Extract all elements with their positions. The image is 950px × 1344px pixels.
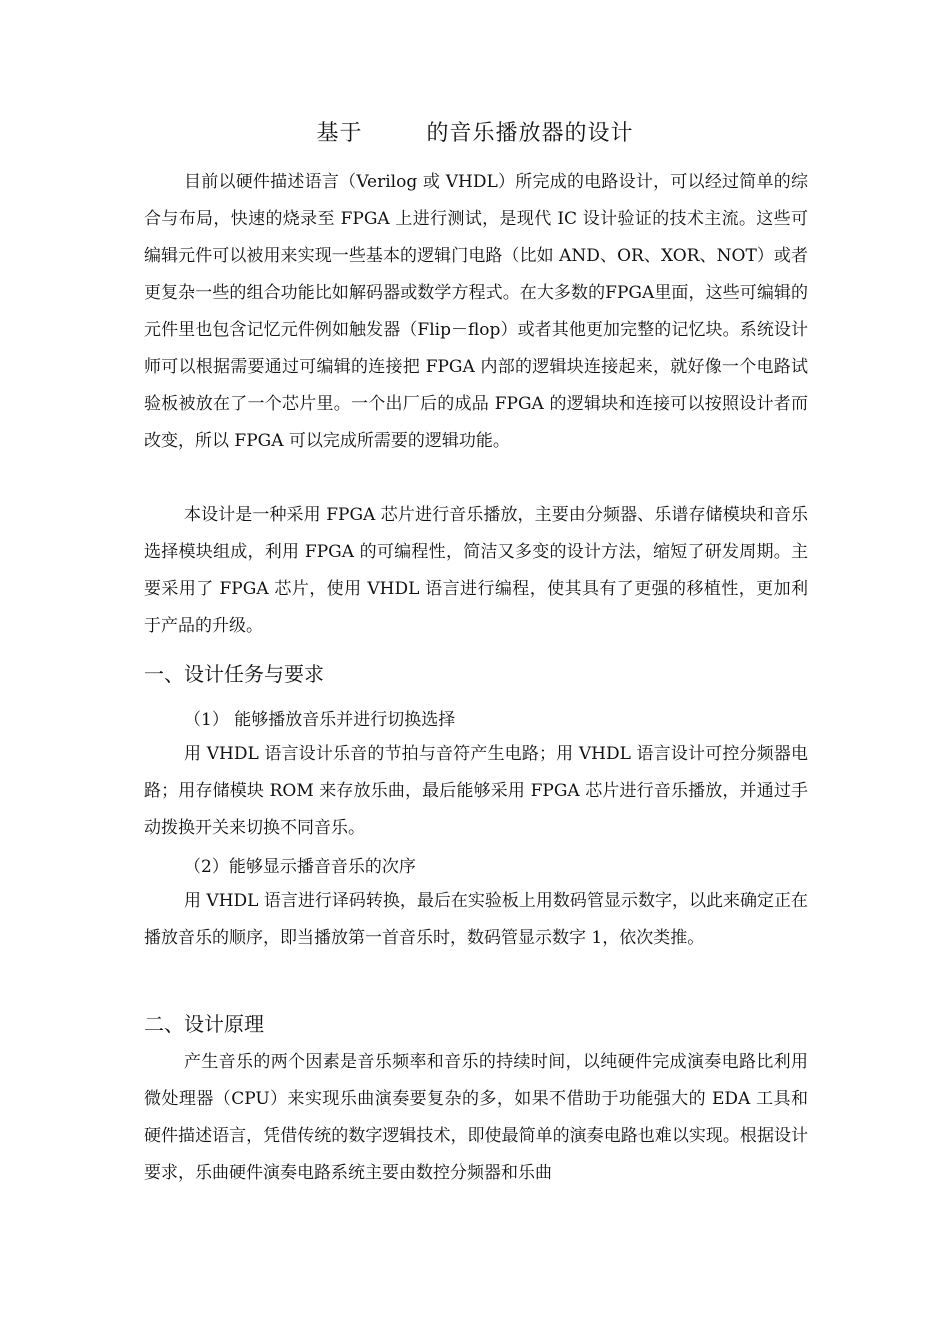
task-1-description: 用 VHDL 语言设计乐音的节拍与音符产生电路；用 VHDL 语言设计可控分频器电路；用存储模块 ROM 来存放乐曲，最后能够采用 FPGA 芯片进行音乐播放，并通过手动拨换开关来切换不同音乐。	[144, 744, 808, 838]
design-summary-paragraph: 本设计是一种采用 FPGA 芯片进行音乐播放，主要由分频器、乐谱存储模块和音乐选择模块组成，利用 FPGA 的可编程性，简洁又多变的设计方法，缩短了研发周期。主要采用了 FPGA 芯片，使用 VHDL 语言进行编程，使其具有了更强的移植性，更加利于产品的升级。	[144, 505, 808, 636]
title-part-1: 基于	[316, 121, 363, 146]
task-item-2: （2）能够显示播音音乐的次序	[184, 857, 416, 877]
title-part-2: 的音乐播放器的设计	[426, 121, 634, 146]
section-heading-tasks: 一、设计任务与要求	[144, 662, 324, 686]
section-heading-principle: 二、设计原理	[144, 1012, 264, 1036]
principle-paragraph: 产生音乐的两个因素是音乐频率和音乐的持续时间，以纯硬件完成演奏电路比利用微处理器（CPU）来实现乐曲演奏要复杂的多，如果不借助于功能强大的 EDA 工具和硬件描述语言，凭借传统的数字逻辑技术，即使最简单的演奏电路也难以实现。根据设计要求，乐曲硬件演奏电路系统主要由数控分频器和乐曲	[144, 1052, 808, 1183]
task-item-1: （1） 能够播放音乐并进行切换选择	[184, 710, 456, 730]
document-title	[0, 116, 950, 147]
task-2-description: 用 VHDL 语言进行译码转换，最后在实验板上用数码管显示数字，以此来确定正在播放音乐的顺序，即当播放第一首音乐时，数码管显示数字 1，依次类推。	[144, 891, 808, 948]
intro-paragraph: 目前以硬件描述语言（Verilog 或 VHDL）所完成的电路设计，可以经过简单的综合与布局，快速的烧录至 FPGA 上进行测试，是现代 IC 设计验证的技术主流。这些可编辑元件可以被用来实现一些基本的逻辑门电路（比如 AND、OR、XOR、NOT）或者更复杂一些的组合功能比如解码器或数学方程式。在大多数的FPGA里面，这些可编辑的元件里也包含记忆元件例如触发器（Flip－flop）或者其他更加完整的记忆块。系统设计师可以根据需要通过可编辑的连接把 FPGA 内部的逻辑块连接起来，就好像一个电路试验板被放在了一个芯片里。一个出厂后的成品 FPGA 的逻辑块和连接可以按照设计者而改变，所以 FPGA 可以完成所需要的逻辑功能。	[144, 172, 808, 451]
